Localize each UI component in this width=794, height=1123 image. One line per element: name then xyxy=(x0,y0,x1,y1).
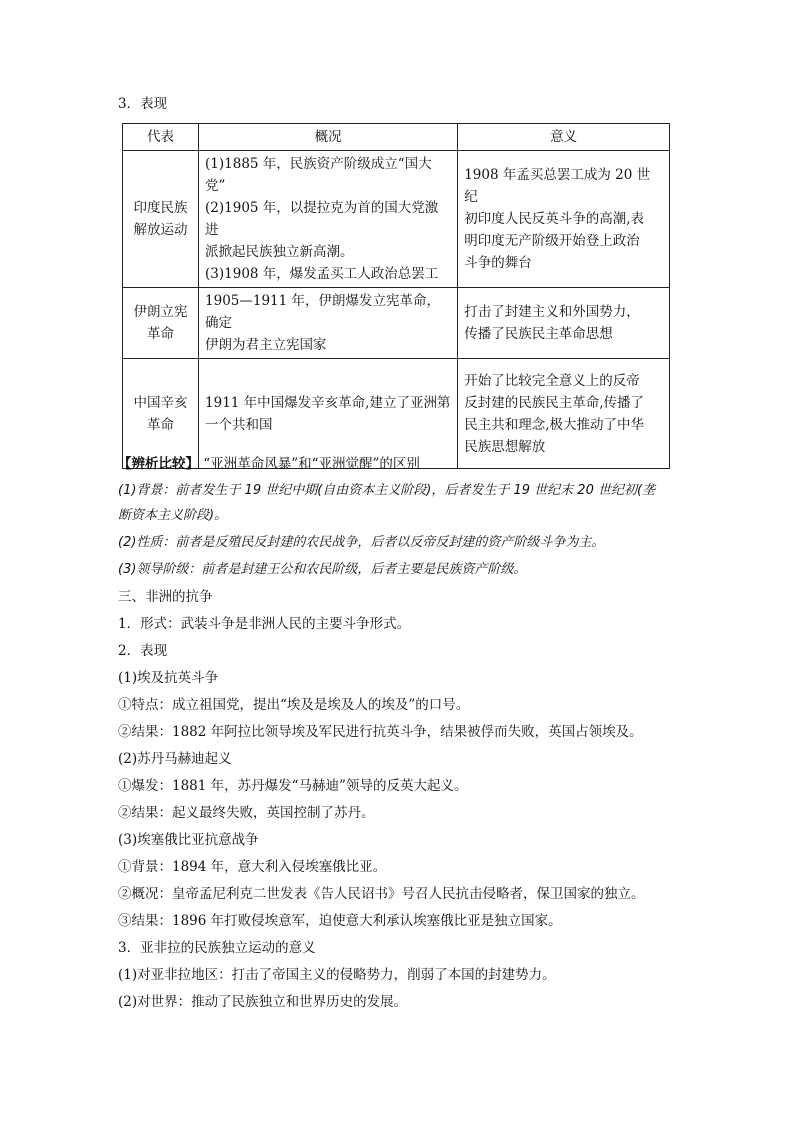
cell-rep: 印度民族 解放运动 xyxy=(123,151,199,288)
africa-heading: 三、非洲的抗争 xyxy=(118,589,213,605)
representation-table xyxy=(122,123,670,469)
analysis-line: (3)领导阶级：前者是封建王公和农民阶级，后者主要是民族资产阶级。 xyxy=(118,562,527,577)
africa-line: (1)埃及抗英斗争 xyxy=(118,670,219,686)
africa-line: (2)苏丹马赫迪起义 xyxy=(118,751,232,767)
section-title: 3．表现 xyxy=(118,96,168,112)
analysis-title: “亚洲革命风暴”和“亚洲觉醒”的区别 xyxy=(203,456,420,472)
africa-line: ②结果：1882 年阿拉比领导埃及军民进行抗英斗争，结果被俘而失败，英国占领埃及。 xyxy=(118,724,643,740)
cell-summary: 1905—1911 年，伊朗爆发立宪革命，确定 伊朗为君主立宪国家 xyxy=(199,288,458,359)
cell-rep: 伊朗立宪 革命 xyxy=(123,288,199,359)
header-summary: 概况 xyxy=(199,124,458,151)
africa-line: 1．形式：武装斗争是非洲人民的主要斗争形式。 xyxy=(118,616,411,632)
table-row xyxy=(123,151,670,288)
africa-line: ③结果：1896 年打败侵埃意军，迫使意大利承认埃塞俄比亚是独立国家。 xyxy=(118,913,562,929)
analysis-title-line xyxy=(118,454,420,474)
header-rep: 代表 xyxy=(123,124,199,151)
cell-summary: (1)1885 年，民族资产阶级成立“国大党” (2)1905 年，以提拉克为首的国大党激进 派掀起民族独立新高潮。 (3)1908 年，爆发孟买工人政治总罢工 xyxy=(199,151,458,288)
africa-line: ②结果：起义最终失败，英国控制了苏丹。 xyxy=(118,805,375,821)
analysis-tag: 【辨析比较】 xyxy=(118,456,199,472)
cell-rep: 中国辛亥 革命 xyxy=(123,359,199,469)
analysis-line: 断资本主义阶段)。 xyxy=(118,508,228,523)
cell-significance: 1908 年孟买总罢工成为 20 世纪 初印度人民反英斗争的高潮,表 明印度无产阶级开始登上政治 斗争的舞台 xyxy=(458,151,670,288)
africa-line: (3)埃塞俄比亚抗意战争 xyxy=(118,832,259,848)
header-significance: 意义 xyxy=(458,124,670,151)
africa-line: ①特点：成立祖国党，提出“埃及是埃及人的埃及”的口号。 xyxy=(118,697,470,713)
table-header-row xyxy=(123,124,670,151)
africa-line: ①背景：1894 年，意大利入侵埃塞俄比亚。 xyxy=(118,859,387,875)
africa-line: (1)对亚非拉地区：打击了帝国主义的侵略势力，削弱了本国的封建势力。 xyxy=(118,967,556,983)
table-row xyxy=(123,359,670,469)
analysis-line: (2)性质：前者是反殖民反封建的农民战争，后者以反帝反封建的资产阶级斗争为主。 xyxy=(118,535,605,550)
africa-line: 3．亚非拉的民族独立运动的意义 xyxy=(118,940,316,956)
cell-significance: 打击了封建主义和外国势力， 传播了民族民主革命思想 xyxy=(458,288,670,359)
africa-line: ①爆发：1881 年，苏丹爆发“马赫迪”领导的反英大起义。 xyxy=(118,778,468,794)
africa-line: 2．表现 xyxy=(118,643,168,659)
table-row xyxy=(123,288,670,359)
cell-summary: 1911 年中国爆发辛亥革命,建立了亚洲第 一个共和国 xyxy=(199,359,458,469)
africa-line: (2)对世界：推动了民族独立和世界历史的发展。 xyxy=(118,994,408,1010)
cell-significance: 开始了比较完全意义上的反帝 反封建的民族民主革命,传播了 民主共和理念,极大推动了中华 民族思想解放 xyxy=(458,359,670,469)
analysis-line: (1)背景：前者发生于 19 世纪中期(自由资本主义阶段)，后者发生于 19 世纪末 20 世纪初(垄 xyxy=(118,483,656,498)
africa-line: ②概况：皇帝孟尼利克二世发表《告人民诏书》号召人民抗击侵略者，保卫国家的独立。 xyxy=(118,886,645,902)
